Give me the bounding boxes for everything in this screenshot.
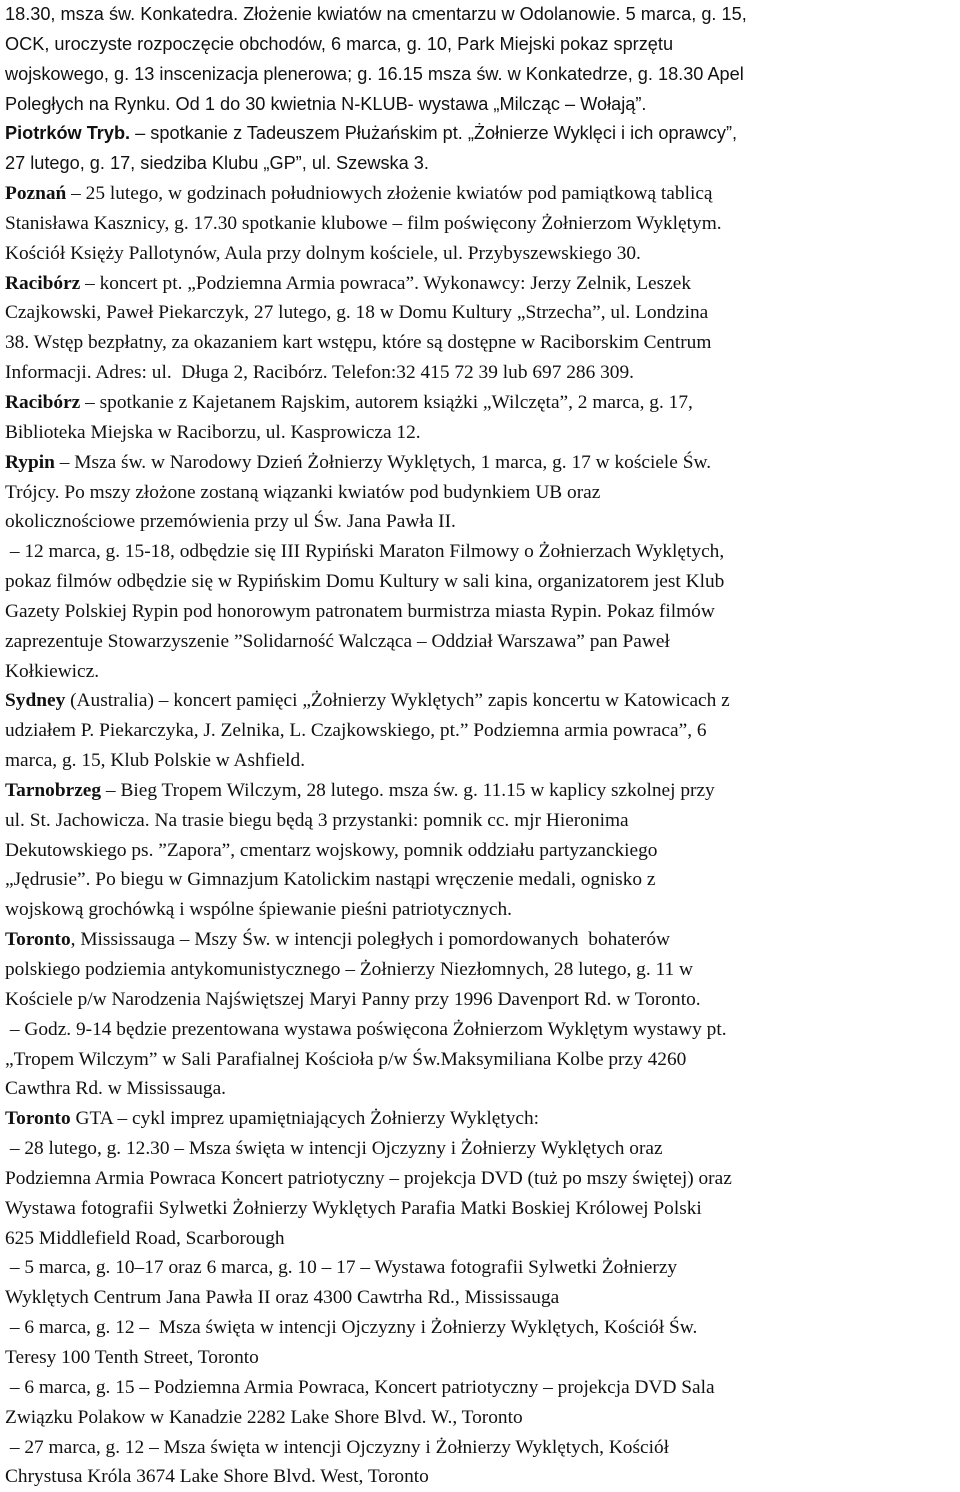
- text-run: Cawthra Rd. w Mississauga.: [5, 1078, 227, 1100]
- text-run: polskiego podziemia antykomunistycznego – Żołnierzy Niezłomnych, 28 lutego, g. 11 w: [5, 959, 694, 980]
- text-line: [5, 209, 957, 239]
- text-line: [5, 30, 957, 60]
- text-run: Kościele p/w Narodzenia Najświętszej Maryi Panny przy 1996 Davenport Rd. w Toronto.: [5, 988, 701, 1010]
- text-run: Stanisława Kasznicy, g. 17.30 spotkanie klubowe – film poświęcony Żołnierzom Wyklętym.: [5, 212, 722, 234]
- text-run: Biblioteka Miejska w Raciborzu, ul. Kasprowicza 12.: [5, 421, 421, 443]
- text-run: – spotkanie z Tadeuszem Płużańskim pt. „Żołnierze Wyklęci i ich oprawcy”,: [130, 123, 738, 144]
- text-run: zaprezentuje Stowarzyszenie ”Solidarność Walcząca – Oddział Warszawa” pan Paweł: [5, 630, 670, 652]
- text-run: 625 Middlefield Road, Scarborough: [5, 1227, 285, 1249]
- text-line: [5, 388, 957, 418]
- text-line: [5, 1433, 957, 1463]
- text-line: [5, 1343, 957, 1373]
- text-run: Wyklętych Centrum Jana Pawła II oraz 4300 Cawtrha Rd., Mississauga: [5, 1287, 560, 1309]
- text-run: „Jędrusie”. Po biegu w Gimnazjum Katolickim nastąpi wręczenie medali, ognisko z: [5, 869, 656, 891]
- text-line: [5, 298, 957, 328]
- text-run: marca, g. 15, Klub Polskie w Ashfield.: [5, 750, 306, 772]
- text-run: Czajkowski, Paweł Piekarczyk, 27 lutego, g. 18 w Domu Kultury „Strzecha”, ul. Londzina: [5, 302, 709, 324]
- text-line: [5, 149, 957, 179]
- place-heading: Rypin: [5, 451, 55, 473]
- text-run: Teresy 100 Tenth Street, Toronto: [5, 1346, 259, 1368]
- place-heading: Toronto: [5, 929, 71, 951]
- text-run: , Mississauga – Mszy Św. w intencji poległych i pomordowanych bohaterów: [70, 929, 670, 951]
- text-run: – Msza św. w Narodowy Dzień Żołnierzy Wyklętych, 1 marca, g. 17 w kościele Św.: [54, 451, 712, 473]
- text-line: [5, 537, 957, 567]
- text-line: [5, 418, 957, 448]
- text-line: [5, 1074, 957, 1104]
- place-heading: Sydney: [5, 690, 66, 712]
- text-run: Poległych na Rynku. Od 1 do 30 kwietnia N-KLUB- wystawa „Milcząc – Wołają”.: [5, 93, 647, 114]
- text-line: [5, 716, 957, 746]
- text-line: [5, 1015, 957, 1045]
- text-run: (Australia) – koncert pamięci „Żołnierzy Wyklętych” zapis koncertu w Katowicach z: [65, 690, 730, 712]
- text-run: Chrystusa Króla 3674 Lake Shore Blvd. West, Toronto: [5, 1466, 429, 1488]
- text-line: [5, 119, 957, 149]
- text-line: [5, 597, 957, 627]
- text-line: [5, 955, 957, 985]
- text-line: [5, 1283, 957, 1313]
- text-line: [5, 1224, 957, 1254]
- text-run: Kołkiewicz.: [5, 660, 100, 682]
- text-line: [5, 1164, 957, 1194]
- place-heading: Racibórz: [5, 391, 81, 413]
- text-run: – 28 lutego, g. 12.30 – Msza święta w intencji Ojczyzny i Żołnierzy Wyklętych oraz: [5, 1138, 663, 1160]
- text-line: [5, 686, 957, 716]
- text-line: [5, 776, 957, 806]
- text-line: [5, 1134, 957, 1164]
- text-line: [5, 90, 957, 120]
- text-line: [5, 448, 957, 478]
- text-line: [5, 239, 957, 269]
- text-run: Podziemna Armia Powraca Koncert patriotyczny – projekcja DVD (tuż po mszy świętej) oraz: [5, 1167, 732, 1189]
- text-line: [5, 1462, 957, 1492]
- text-line: [5, 925, 957, 955]
- text-line: [5, 269, 957, 299]
- text-run: OCK, uroczyste rozpoczęcie obchodów, 6 marca, g. 10, Park Miejski pokaz sprzętu: [5, 33, 674, 54]
- text-run: – 5 marca, g. 10–17 oraz 6 marca, g. 10 – 17 – Wystawa fotografii Sylwetki Żołnierzy: [5, 1257, 678, 1279]
- text-run: – 27 marca, g. 12 – Msza święta w intencji Ojczyzny i Żołnierzy Wyklętych, Kościół: [5, 1436, 670, 1458]
- text-line: [5, 895, 957, 925]
- text-line: [5, 507, 957, 537]
- text-run: – Godz. 9-14 będzie prezentowana wystawa poświęcona Żołnierzom Wyklętym wystawy pt.: [5, 1018, 727, 1040]
- text-run: – Bieg Tropem Wilczym, 28 lutego. msza św. g. 11.15 w kaplicy szkolnej przy: [101, 779, 715, 801]
- text-run: – 25 lutego, w godzinach południowych złożenie kwiatów pod pamiątkową tablicą: [66, 183, 713, 205]
- text-run: okolicznościowe przemówienia przy ul Św. Jana Pawła II.: [5, 511, 456, 533]
- text-line: [5, 1313, 957, 1343]
- text-line: [5, 627, 957, 657]
- place-heading: Tarnobrzeg: [5, 779, 102, 801]
- text-line: [5, 1045, 957, 1075]
- text-line: [5, 1403, 957, 1433]
- text-line: [5, 0, 957, 30]
- text-line: [5, 478, 957, 508]
- text-run: Informacji. Adres: ul. Długa 2, Racibórz. Telefon:32 415 72 39 lub 697 286 309.: [5, 362, 634, 384]
- place-heading: Poznań: [5, 183, 67, 205]
- text-run: – spotkanie z Kajetanem Rajskim, autorem książki „Wilczęta”, 2 marca, g. 17,: [80, 391, 693, 413]
- place-heading: Racibórz: [5, 272, 81, 294]
- text-line: [5, 567, 957, 597]
- text-run: – 6 marca, g. 15 – Podziemna Armia Powraca, Koncert patriotyczny – projekcja DVD Sala: [5, 1376, 715, 1398]
- text-run: ul. St. Jachowicza. Na trasie biegu będą 3 przystanki: pomnik cc. mjr Hieronima: [5, 809, 629, 831]
- text-run: – 12 marca, g. 15-18, odbędzie się III Rypiński Maraton Filmowy o Żołnierzach Wyklętych,: [5, 541, 725, 563]
- text-line: [5, 1104, 957, 1134]
- text-run: wojskowego, g. 13 inscenizacja plenerowa; g. 16.15 msza św. w Konkatedrze, g. 18.30 Apel: [5, 63, 744, 84]
- text-run: Kościół Księży Pallotynów, Aula przy dolnym kościele, ul. Przybyszewskiego 30.: [5, 242, 641, 264]
- text-run: 38. Wstęp bezpłatny, za okazaniem kart wstępu, które są dostępne w Raciborskim Centrum: [5, 332, 712, 354]
- text-run: Dekutowskiego ps. ”Zapora”, cmentarz wojskowy, pomnik oddziału partyzanckiego: [5, 839, 658, 861]
- place-heading: Toronto: [5, 1108, 71, 1130]
- text-line: [5, 746, 957, 776]
- text-line: [5, 328, 957, 358]
- text-line: [5, 1194, 957, 1224]
- text-line: [5, 358, 957, 388]
- text-line: [5, 985, 957, 1015]
- text-run: Związku Polakow w Kanadzie 2282 Lake Shore Blvd. W., Toronto: [5, 1406, 523, 1428]
- text-line: [5, 1373, 957, 1403]
- document-body: [5, 0, 957, 1492]
- text-run: wojskową grochówką i wspólne śpiewanie pieśni patriotycznych.: [5, 899, 512, 921]
- text-run: „Tropem Wilczym” w Sali Parafialnej Kościoła p/w Św.Maksymiliana Kolbe przy 4260: [5, 1048, 687, 1070]
- text-run: – 6 marca, g. 12 – Msza święta w intencji Ojczyzny i Żołnierzy Wyklętych, Kościół Św.: [5, 1317, 698, 1339]
- text-run: – koncert pt. „Podziemna Armia powraca”. Wykonawcy: Jerzy Zelnik, Leszek: [80, 272, 692, 294]
- text-run: pokaz filmów odbędzie się w Rypińskim Domu Kultury w sali kina, organizatorem jest Klub: [5, 571, 725, 593]
- text-line: [5, 179, 957, 209]
- text-run: GTA – cykl imprez upamiętniających Żołnierzy Wyklętych:: [70, 1108, 540, 1130]
- text-line: [5, 1253, 957, 1283]
- text-run: udziałem P. Piekarczyka, J. Zelnika, L. Czajkowskiego, pt.” Podziemna armia powraca”, 6: [5, 720, 707, 742]
- text-line: [5, 60, 957, 90]
- text-run: 18.30, msza św. Konkatedra. Złożenie kwiatów na cmentarzu w Odolanowie. 5 marca, g. 15,: [5, 4, 747, 24]
- text-line: [5, 836, 957, 866]
- text-run: Gazety Polskiej Rypin pod honorowym patronatem burmistrza miasta Rypin. Pokaz filmów: [5, 600, 715, 622]
- text-line: [5, 806, 957, 836]
- place-heading: Piotrków Tryb.: [5, 123, 131, 144]
- text-run: Wystawa fotografii Sylwetki Żołnierzy Wyklętych Parafia Matki Boskiej Królowej Polski: [5, 1197, 702, 1219]
- text-run: 27 lutego, g. 17, siedziba Klubu „GP”, ul. Szewska 3.: [5, 153, 429, 174]
- text-run: Trójcy. Po mszy złożone zostaną wiązanki kwiatów pod budynkiem UB oraz: [5, 481, 601, 503]
- text-line: [5, 657, 957, 687]
- text-line: [5, 865, 957, 895]
